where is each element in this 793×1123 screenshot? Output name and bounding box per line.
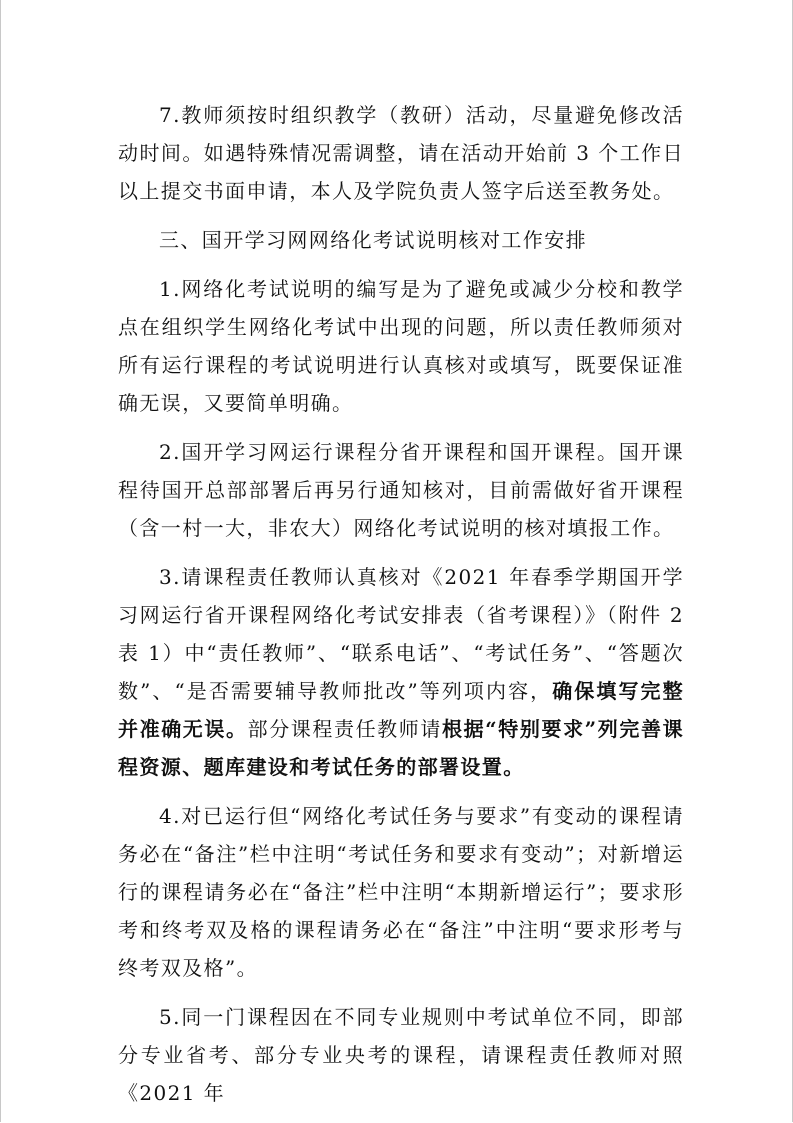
paragraph-exam-description-3 (118, 558, 684, 786)
paragraph-exam-description-4: 4.对已运行但“网络化考试任务与要求”有变动的课程请务必在“备注”栏中注明“考试任务和要求有变动”；对新增运行的课程请务必在“备注”栏中注明“本期新增运行”；要求形考和终考双及格的课程请务必在“备注”中注明“要求形考与终考双及格”。 (118, 804, 684, 980)
section-heading-3: 三、国开学习网网络化考试说明核对工作安排 (159, 228, 587, 252)
paragraph-item-7: 7.教师须按时组织教学（教研）活动，尽量避免修改活动时间。如遇特殊情况需调整，请在活动开始前 3 个工作日以上提交书面申请，本人及学院负责人签字后送至教务处。 (118, 103, 684, 203)
paragraph-3-text-a: 3.请课程责任教师认真核对《2021 年春季学期国开学习网运行省开课程网络化考试安排表（省考课程）》（附件 2 表 1）中“责任教师”、“联系电话”、“考试任务”、“答题次数”、“是否需要辅导教师批改”等列项内容， (118, 565, 684, 703)
paragraph-exam-description-1: 1.网络化考试说明的编写是为了避免或减少分校和教学点在组织学生网络化考试中出现的问题，所以责任教师须对所有运行课程的考试说明进行认真核对或填写，既要保证准确无误，又要简单明确。 (118, 277, 684, 415)
paragraph-exam-description-2: 2.国开学习网运行课程分省开课程和国开课程。国开课程待国开总部部署后再另行通知核对，目前需做好省开课程（含一村一大，非农大）网络化考试说明的核对填报工作。 (118, 440, 684, 540)
paragraph-3-bold-d: 根据“特别要求”列完善课程资源、题库建设和考试任务的部署设置。 (118, 717, 684, 779)
paragraph-3-bold-b: 确保填写完整并准确无误。 (118, 679, 685, 741)
page-left-edge (0, 0, 1, 1122)
document-body (118, 96, 684, 1123)
paragraph-3-text-c: 部分课程责任教师请 (247, 717, 442, 741)
paragraph-exam-description-5: 5.同一门课程因在不同专业规则中考试单位不同，即部分专业省考、部分专业央考的课程，请课程责任教师对照《2021 年 (118, 1005, 684, 1105)
